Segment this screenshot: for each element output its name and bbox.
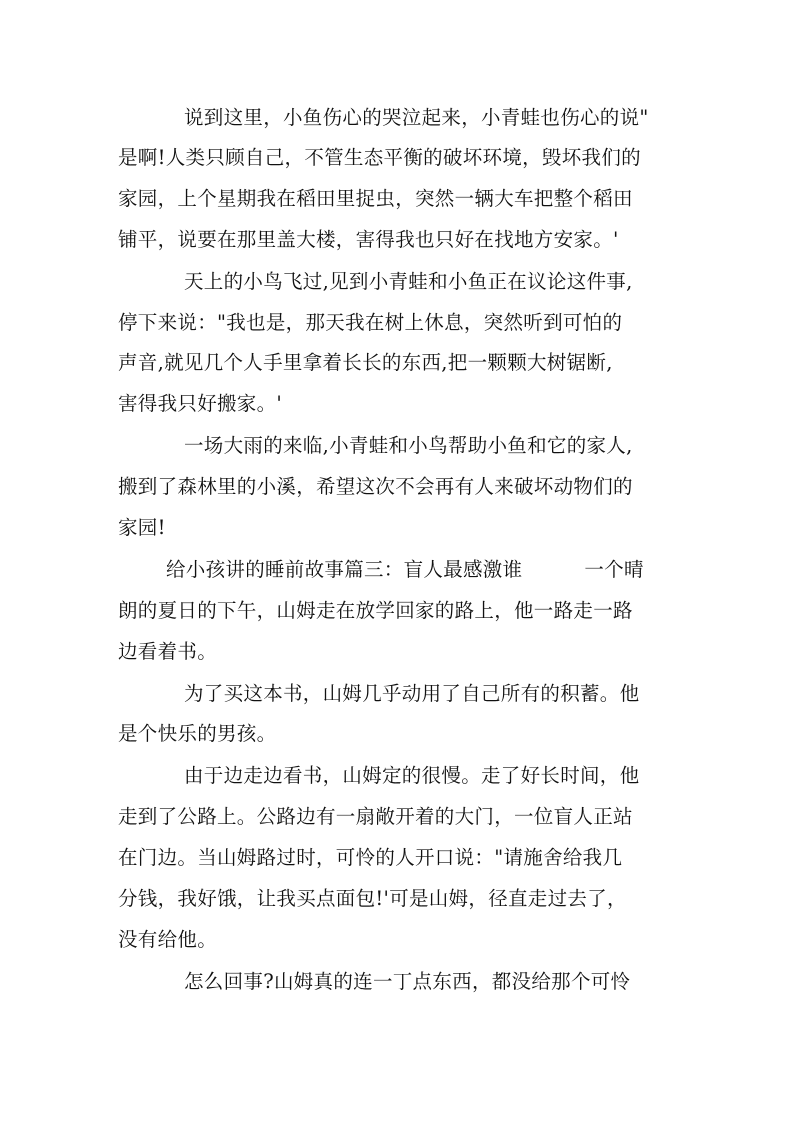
paragraph-6-line-3: 在门边。当山姆路过时，可怜的人开口说："请施舍给我几	[118, 846, 623, 869]
paragraph-1-line-4: 铺平，说要在那里盖大楼，害得我也只好在找地方安家。'	[118, 228, 619, 251]
paragraph-1-line-2: 是啊!人类只顾自己，不管生态平衡的破坏环境，毁坏我们的	[118, 146, 641, 169]
paragraph-6-line-4: 分钱，我好饿，让我买点面包!'可是山姆，径直走过去了，	[118, 887, 627, 910]
paragraph-7-line-1: 怎么回事?山姆真的连一丁点东西，都没给那个可怜	[184, 970, 631, 993]
paragraph-1-line-3: 家园，上个星期我在稻田里捉虫，突然一辆大车把整个稻田	[118, 187, 633, 210]
paragraph-3-line-1: 一场大雨的来临,小青蛙和小鸟帮助小鱼和它的家人,	[184, 434, 633, 457]
paragraph-3-line-3: 家园!	[118, 516, 166, 539]
paragraph-5-line-1: 为了买这本书，山姆几乎动用了自己所有的积蓄。他	[184, 682, 640, 705]
paragraph-2-line-1: 天上的小鸟飞过,见到小青蛙和小鱼正在议论这件事,	[184, 270, 633, 293]
paragraph-2-line-2: 停下来说："我也是，那天我在树上休息，突然听到可怕的	[118, 311, 623, 334]
paragraph-4-line-1-continuation: 一个晴	[584, 558, 644, 581]
paragraph-6-line-5: 没有给他。	[118, 928, 218, 951]
paragraph-6-line-1: 由于边走边看书，山姆定的很慢。走了好长时间，他	[184, 764, 640, 787]
paragraph-4-line-3: 边看着书。	[118, 640, 218, 663]
paragraph-1-line-1: 说到这里，小鱼伤心的哭泣起来，小青蛙也伤心的说"	[184, 106, 649, 129]
paragraph-2-line-3: 声音,就见几个人手里拿着长长的东西,把一颗颗大树锯断,	[118, 351, 613, 374]
paragraph-4-line-2: 朗的夏日的下午，山姆走在放学回家的路上，他一路走一路	[118, 599, 633, 622]
story-heading-line	[166, 558, 644, 582]
story-heading: 给小孩讲的睡前故事篇三：盲人最感激谁	[166, 558, 523, 581]
paragraph-3-line-2: 搬到了森林里的小溪，希望这次不会再有人来破坏动物们的	[118, 475, 633, 498]
paragraph-5-line-2: 是个快乐的男孩。	[118, 722, 277, 745]
paragraph-2-line-4: 害得我只好搬家。'	[118, 392, 283, 415]
paragraph-6-line-2: 走到了公路上。公路边有一扇敞开着的大门，一位盲人正站	[118, 805, 633, 828]
